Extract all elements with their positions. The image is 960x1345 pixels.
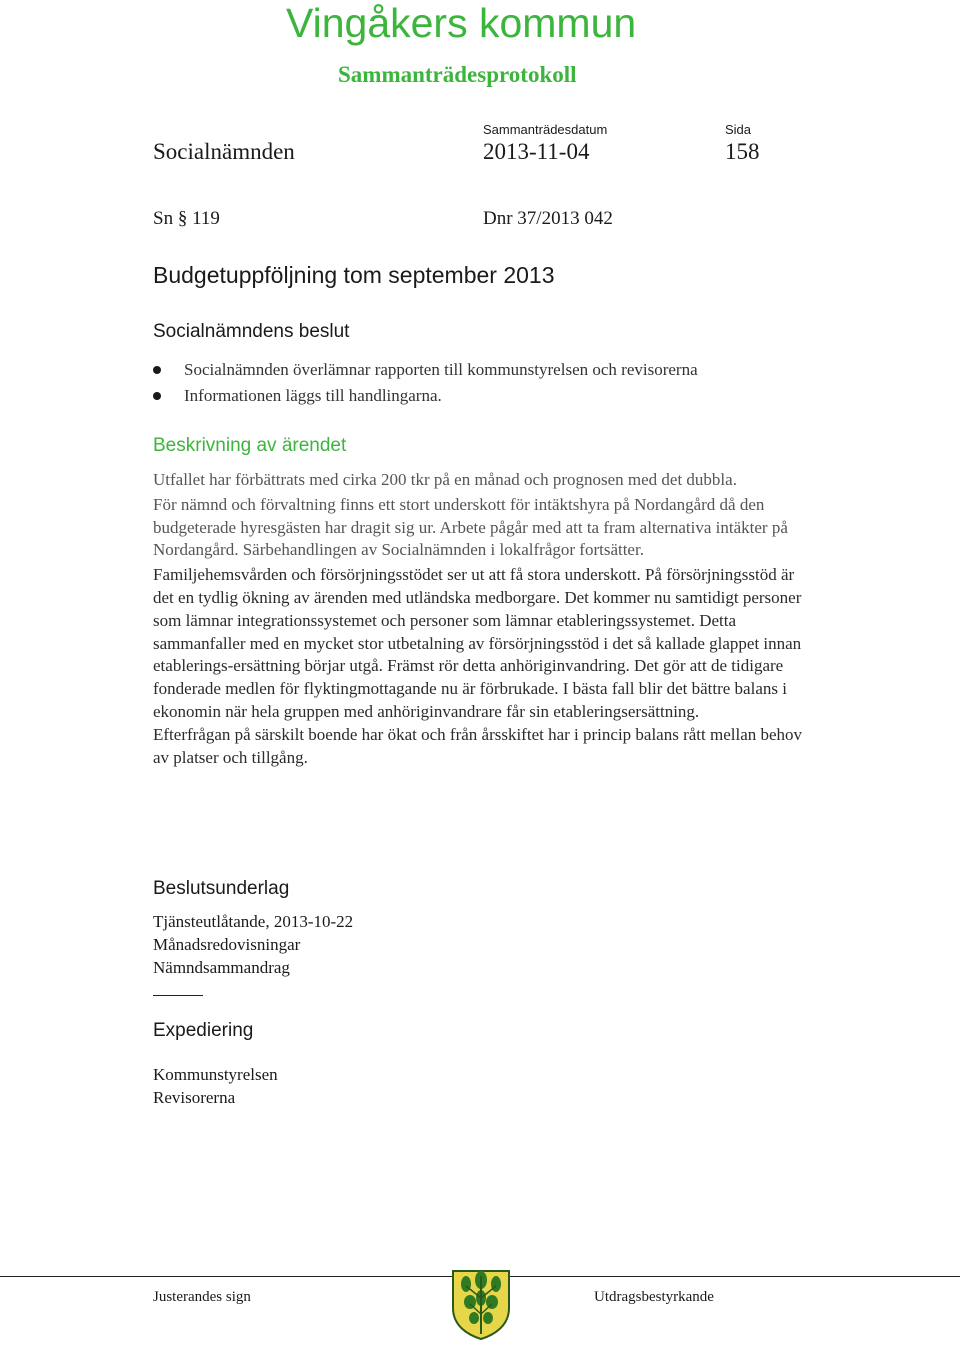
description-paragraph: För nämnd och förvaltning finns ett stort underskott för intäktshyra på Nordangård då den budgeterade hyresgästen har dragit sig ur. Arbete pågår med att ta fram alternativa intäkter på Nordangård. Särbehandlingen av Socialnämnden i lokalfrågor fortsätter.: [153, 494, 788, 560]
certification-label: Utdragsbestyrkande: [594, 1289, 714, 1305]
date-label: Sammanträdesdatum: [483, 122, 608, 137]
divider: [153, 995, 203, 996]
document-type: Sammanträdesprotokoll: [338, 62, 577, 87]
paragraph-number: Sn § 119: [153, 208, 220, 229]
dispatch-heading: Expediering: [153, 1020, 254, 1041]
decision-list: [153, 357, 833, 409]
description-paragraph: Utfallet har förbättrats med cirka 200 tkr på en månad och prognosen med det dubbla.: [153, 470, 737, 489]
page-number: 158: [725, 139, 760, 164]
description-paragraph: Efterfrågan på särskilt boende har ökat och från årsskiftet har i princip balans rått mellan behov av platser och tillgång.: [153, 724, 803, 767]
description-body: [153, 469, 813, 769]
list-item: Socialnämnden överlämnar rapporten till kommunstyrelsen och revisorerna: [153, 357, 833, 383]
list-item: Kommunstyrelsen: [153, 1065, 278, 1084]
list-item: Månadsredovisningar: [153, 935, 301, 954]
signature-label: Justerandes sign: [153, 1289, 251, 1305]
page-title: Budgetuppföljning tom september 2013: [153, 262, 555, 288]
list-item: Informationen läggs till handlingarna.: [153, 383, 833, 409]
decision-heading: Socialnämndens beslut: [153, 321, 350, 342]
list-item: Nämndsammandrag: [153, 958, 290, 977]
basis-list: [153, 910, 353, 979]
dispatch-list: [153, 1063, 278, 1109]
list-item: Tjänsteutlåtande, 2013-10-22: [153, 912, 354, 931]
list-item: Revisorerna: [153, 1088, 236, 1107]
municipality-name: Vingåkers kommun: [286, 0, 637, 46]
committee-name: Socialnämnden: [153, 139, 295, 164]
case-number: Dnr 37/2013 042: [483, 208, 613, 229]
description-heading: Beskrivning av ärendet: [153, 435, 347, 456]
municipal-coat-of-arms-icon: [450, 1268, 512, 1340]
basis-heading: Beslutsunderlag: [153, 878, 290, 899]
description-paragraph: Familjehemsvården och försörjningsstödet ser ut att få stora underskott. På försörjningsstöd är det en tydlig ökning av ärenden med utländska medborgare. Det kommer nu samtidigt personer som lämnar integrationssystemet och personer som lämnar etableringssystemet. Detta sammanfaller med en mycket stor utbetalning av försörjningsstöd i det så kallade glappet innan etablerings-ersättning börjar utgå. Främst rör detta anhöriginvandring. Det gör att de tidigare fonderade medlen för flyktingmottagande nu är förbrukade. I bästa fall blir det bättre balans i ekonomin när hela gruppen med anhöriginvandrare får sin etableringsersättning.: [153, 565, 802, 721]
meeting-date: 2013-11-04: [483, 139, 590, 164]
page-label: Sida: [725, 122, 752, 137]
